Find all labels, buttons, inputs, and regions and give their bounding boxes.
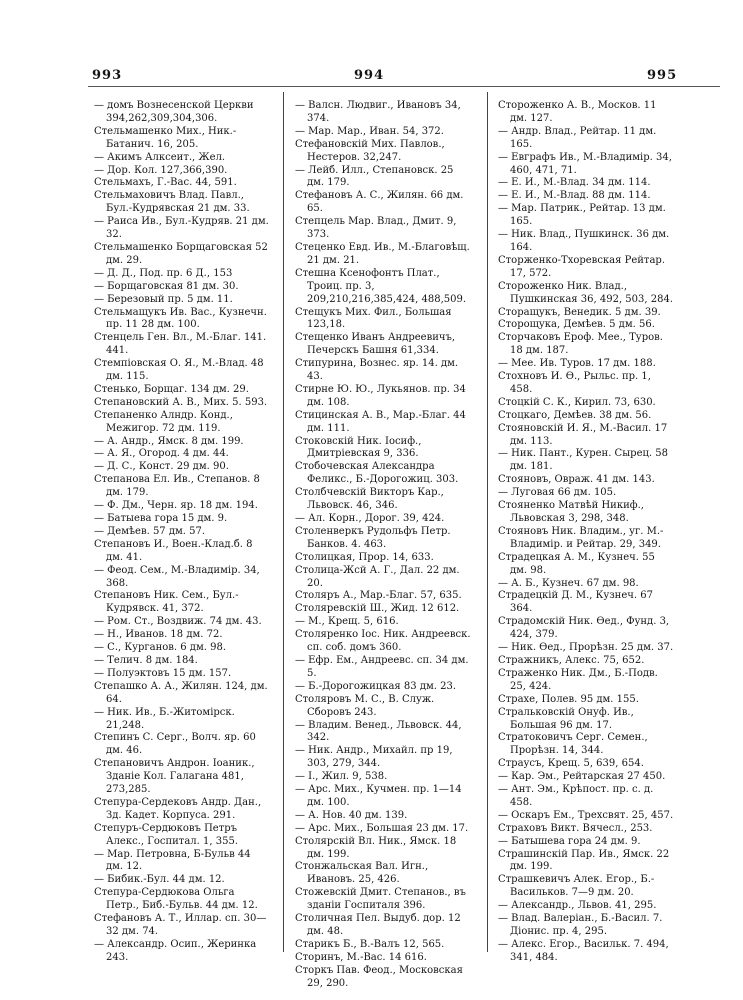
directory-entry: Стенцель Ген. Вл., М.-Благ. 141. 441. xyxy=(94,332,267,357)
directory-entry: Стефановъ А. Т., Иллар. сп. 30—32 дм. 74. xyxy=(94,913,267,937)
directory-entry: Степановский А. В., Мих. 5. 593. xyxy=(94,396,268,408)
directory-entry: Стещенко Иванъ Андреевичъ, Печерскъ Башня 61,334. xyxy=(295,332,456,357)
directory-entry: — Оскаръ Ем., Трехсвят. 25, 457. xyxy=(498,809,674,821)
directory-entry: Сторинъ, М.-Вас. 14 616. xyxy=(295,951,427,963)
page-number-left: 993 xyxy=(92,68,123,83)
directory-entry: — Ант. Эм., Крѣпост. пр. с. д. 458. xyxy=(498,784,654,808)
directory-entry: Стоковскій Ник. Іосиф., Дмитріевская 9, 336. xyxy=(295,435,422,460)
directory-entry: — Мар. Патрик., Рейтар. 13 дм. 165. xyxy=(498,203,666,228)
directory-entry: — Полуэктовъ 15 дм. 157. xyxy=(94,667,232,679)
directory-entry: Сторженко-Тхоревская Рейтар. 17, 572. xyxy=(498,254,666,279)
directory-entry: — Ром. Ст., Воздвиж. 74 дм. 43. xyxy=(94,616,262,628)
directory-entry: Стельмаховичъ Влад. Павл., Бул.-Кудрявская 21 дм. 33. xyxy=(94,190,250,215)
directory-entry: Страхе, Полев. 95 дм. 155. xyxy=(498,693,639,705)
directory-entry: — Влад. Валеріан., Б.-Васил. 7. Діонис. пр. 4, 295. xyxy=(498,913,663,937)
directory-entry: Страусъ, Крещ. 5, 639, 654. xyxy=(498,758,644,770)
directory-entry: Сторощука, Демѣев. 5 дм. 56. xyxy=(498,319,655,331)
directory-entry: — Телич. 8 дм. 184. xyxy=(94,654,198,666)
directory-entry: Стояновъ Ник. Владим., уг. М.-Владимір. и Рейтар. 29, 349. xyxy=(498,525,664,550)
directory-entry: — Ф. Дм., Черн. яр. 18 дм. 194. xyxy=(94,500,258,512)
directory-entry: Стояновскій И. Я., М.-Васил. 17 дм. 113. xyxy=(498,422,668,447)
directory-entry: Степинъ С. Серг., Волч. яр. 60 дм. 46. xyxy=(94,732,256,757)
directory-entry: — Батышева гора 24 дм. 9. xyxy=(498,835,641,847)
directory-entry: Стоцкій С. К., Кирил. 73, 630. xyxy=(498,396,656,408)
directory-entry: Страдецкая А. М., Кузнеч. 55 дм. 98. xyxy=(498,551,655,576)
directory-entry: — домъ Вознесенской Церкви 394,262,309,304,306. xyxy=(94,100,254,124)
directory-entry: — Демѣев. 57 дм. 57. xyxy=(94,525,206,537)
column-divider xyxy=(283,92,284,952)
directory-entry: Стешна Ксенофонтъ Плат., Троиц. пр. 3, 209,210,216,385,424, 488,509. xyxy=(295,267,467,305)
directory-entry: Стохновъ И. Ө., Рыльс. пр. 1, 458. xyxy=(498,371,651,395)
directory-entry: Стояновъ, Овраж. 41 дм. 143. xyxy=(498,474,655,486)
directory-entry: — Бибик.-Бул. 44 дм. 12. xyxy=(94,874,225,886)
directory-column-middle xyxy=(295,100,471,991)
directory-entry: — С., Курганов. 6 дм. 98. xyxy=(94,642,227,654)
directory-entry: Стоцкаго, Демѣев. 38 дм. 56. xyxy=(498,409,652,421)
directory-entry: Столяренко Іос. Ник. Андреевск. сп. соб. домъ 360. xyxy=(295,629,471,654)
directory-entry: — М., Крещ. 5, 616. xyxy=(295,616,399,628)
directory-entry: Страховъ Викт. Вячесл., 253. xyxy=(498,822,653,834)
directory-entry: Страшкевичъ Алек. Егор., Б.-Васильков. 7—9 дм. 20. xyxy=(498,874,655,899)
directory-entry: — Луговая 66 дм. 105. xyxy=(498,487,617,499)
directory-entry: — Мар. Мар., Иван. 54, 372. xyxy=(295,125,444,137)
directory-entry: Старикъ Б., В.-Валъ 12, 565. xyxy=(295,938,445,950)
directory-entry: Столбчевскій Викторъ Кар., Львовск. 46, 346. xyxy=(295,487,444,512)
directory-entry: Стражникъ, Алекс. 75, 652. xyxy=(498,654,645,666)
page-number-center: 994 xyxy=(354,68,385,83)
directory-entry: Столяровъ М. С., В. Служ. Сборовъ 243. xyxy=(295,693,435,718)
directory-entry: — Ник. Андр., Михайл. пр 19, 303, 279, 344. xyxy=(295,745,453,770)
directory-entry: Столенверкъ Рудольфъ Петр. Банков. 4. 463. xyxy=(295,525,451,550)
directory-entry: Сторчаковъ Ероф. Мее., Туров. 18 дм. 187. xyxy=(498,332,663,357)
directory-entry: Стельмахъ, Г.-Вас. 44, 591. xyxy=(94,177,237,189)
directory-entry: Стральковскій Онуф. Ив., Большая 96 дм. 17. xyxy=(498,706,634,731)
directory-entry: Стенько, Борщаг. 134 дм. 29. xyxy=(94,383,249,395)
directory-entry: — Ник. Ив., Б.-Житомірск. 21,248. xyxy=(94,706,235,731)
directory-entry: — Ник. Өед., Прорѣзн. 25 дм. 37. xyxy=(498,642,674,654)
directory-entry: — Мар. Петровна, Б-Бульв 44 дм. 12. xyxy=(94,848,251,873)
directory-entry: — Ник. Влад., Пушкинск. 36 дм. 164. xyxy=(498,229,670,253)
directory-entry: — А. Нов. 40 дм. 139. xyxy=(295,809,408,821)
directory-entry: — Алекс. Егор., Васильк. 7. 494, 341, 484. xyxy=(498,938,669,963)
directory-entry: Сторащукъ, Венедик. 5 дм. 39. xyxy=(498,306,661,318)
directory-entry: Страшинскій Пар. Ив., Ямск. 22 дм. 199. xyxy=(498,848,670,873)
directory-entry: — Александр., Львов. 41, 295. xyxy=(498,900,657,912)
page-number-right: 995 xyxy=(647,68,678,83)
directory-entry: — І., Жил. 9, 538. xyxy=(295,771,388,783)
directory-entry: — А. Я., Огород. 4 дм. 44. xyxy=(94,448,229,460)
directory-entry: Степуръ-Сердюковъ Петръ Алекс., Госпитал. 1, 355. xyxy=(94,822,238,847)
directory-entry: — Лейб. Илл., Степановск. 25 дм. 179. xyxy=(295,164,454,189)
directory-entry: — Раиса Ив., Бул.-Кудряв. 21 дм. 32. xyxy=(94,216,269,241)
directory-entry: — Борщаговская 81 дм. 30. xyxy=(94,280,239,292)
directory-entry: Сторкъ Пав. Феод., Московская 29, 290. xyxy=(295,964,463,989)
directory-entry: Стельмашенко Борщаговская 52 дм. 29. xyxy=(94,241,268,266)
directory-entry: — Ал. Корн., Дорог. 39, 424. xyxy=(295,513,445,524)
directory-entry: — Арс. Мих., Кучмен. пр. 1—14 дм. 100. xyxy=(295,784,462,808)
header-rule xyxy=(88,86,720,87)
directory-entry: Столицкая, Прор. 14, 633. xyxy=(295,551,434,563)
directory-entry: Стельмащукъ Ив. Вас., Кузнечн. пр. 11 28 дм. 100. xyxy=(94,306,267,331)
directory-entry: — Б.-Дорогожицкая 83 дм. 23. xyxy=(295,680,457,692)
directory-entry: Страженко Ник. Дм., Б.-Подв. 25, 424. xyxy=(498,667,658,692)
directory-entry: Столица-Жсй А. Г., Дал. 22 дм. 20. xyxy=(295,564,460,589)
directory-entry: Страдецкій Д. М., Кузнеч. 67 364. xyxy=(498,590,653,615)
directory-entry: Столярскій Вл. Ник., Ямск. 18 дм. 199. xyxy=(295,835,457,860)
directory-column-right xyxy=(498,100,674,965)
directory-entry: Стобочевская Александра Феликс., Б.-Дорогожиц. 303. xyxy=(295,461,459,486)
directory-entry: Степцель Мар. Влад., Дмит. 9, 373. xyxy=(295,216,457,241)
directory-entry: — Дор. Кол. 127,366,390. xyxy=(94,164,228,176)
directory-column-left xyxy=(94,100,270,965)
directory-entry: — Ефр. Ем., Андреевс. сп. 34 дм. 5. xyxy=(295,654,469,679)
directory-entry: — Батыева гора 15 дм. 9. xyxy=(94,513,228,524)
directory-entry: Стонжальская Вал. Игн., Ивановъ. 25, 426. xyxy=(295,861,429,886)
directory-entry: Страдомскій Ник. Өед., Фунд. 3, 424, 379. xyxy=(498,616,670,641)
directory-entry: — Е. И., М.-Влад. 88 дм. 114. xyxy=(498,190,651,202)
directory-entry: Стояненко Матвѣй Никиф., Львовская 3, 298, 348. xyxy=(498,500,644,524)
directory-entry: Столяревскій Ш., Жид. 12 612. xyxy=(295,603,460,615)
directory-entry: Степанова Ел. Ив., Степанов. 8 дм. 179. xyxy=(94,474,260,499)
directory-entry: Столяръ А., Мар.-Благ. 57, 635. xyxy=(295,590,462,602)
directory-entry: Степура-Сердюкова Ольга Петр., Биб.-Бульв. 44 дм. 12. xyxy=(94,887,258,912)
directory-entry: Стемпіовская О. Я., М.-Влад. 48 дм. 115. xyxy=(94,358,264,383)
directory-entry: Стеценко Евд. Ив., М.-Благовѣщ. 21 дм. 21. xyxy=(295,241,470,266)
directory-entry: — Березовый пр. 5 дм. 11. xyxy=(94,293,233,305)
directory-entry: Степановъ Ник. Сем., Бул.-Кудрявск. 41, 372. xyxy=(94,590,239,615)
directory-entry: — Владим. Венед., Львовск. 44, 342. xyxy=(295,719,462,744)
directory-entry: — Арс. Мих., Большая 23 дм. 17. xyxy=(295,822,469,834)
directory-entry: Стефановскій Мих. Павлов., Нестеров. 32,247. xyxy=(295,138,445,163)
directory-entry: Стороженко Ник. Влад., Пушкинская 36, 492, 503, 284. xyxy=(498,280,674,305)
directory-entry: Степановичъ Андрон. Іоаник., Зданіе Кол. Галагана 481, 273,285. xyxy=(94,758,255,796)
directory-entry: — Акимъ Алксеит., Жел. xyxy=(94,151,226,163)
directory-entry: Стефановъ А. С., Жилян. 66 дм. 65. xyxy=(295,190,464,215)
directory-entry: — Д. С., Конст. 29 дм. 90. xyxy=(94,461,229,473)
directory-entry: — А. Андр., Ямск. 8 дм. 199. xyxy=(94,435,244,447)
directory-entry: — Кар. Эм., Рейтарская 27 450. xyxy=(498,771,666,783)
directory-entry: Стипурина, Вознес. яр. 14. дм. 43. xyxy=(295,358,459,383)
directory-entry: — Н., Иванов. 18 дм. 72. xyxy=(94,629,223,641)
directory-entry: Стельмашенко Мих., Ник.-Батанич. 16, 205. xyxy=(94,125,237,150)
directory-entry: Стицинская А. В., Мар.-Благ. 44 дм. 111. xyxy=(295,409,466,434)
directory-entry: Степашко А. А., Жилян. 124, дм. 64. xyxy=(94,680,268,705)
directory-entry: Стратоковичъ Серг. Семен., Прорѣзн. 14, 344. xyxy=(498,732,648,757)
directory-entry: Стожевскій Дмит. Степанов., въ зданіи Госпиталя 396. xyxy=(295,887,466,912)
directory-entry: — Александр. Осип., Жеринка 243. xyxy=(94,938,257,963)
directory-entry: Степаненко Алндр. Конд., Межигор. 72 дм. 119. xyxy=(94,409,233,434)
directory-entry: — А. Б., Кузнеч. 67 дм. 98. xyxy=(498,577,639,589)
directory-entry: — Д. Д., Под. пр. 6 Д., 153 xyxy=(94,267,233,279)
directory-entry: Степура-Сердековъ Андр. Дан., Зд. Кадет. Корпуса. 291. xyxy=(94,796,262,821)
directory-entry: Столичная Пел. Выдуб. дор. 12 дм. 48. xyxy=(295,913,461,937)
directory-entry: — Мее. Ив. Туров. 17 дм. 188. xyxy=(498,358,656,370)
column-divider xyxy=(487,92,488,952)
directory-entry: — Е. И., М.-Влад. 34 дм. 114. xyxy=(498,177,651,189)
directory-entry: Стирне Ю. Ю., Лукьянов. пр. 34 дм. 108. xyxy=(295,383,466,408)
directory-entry: Стороженко А. В., Москов. 11 дм. 127. xyxy=(498,100,657,124)
directory-entry: Степановъ И., Воен.-Клад.б. 8 дм. 41. xyxy=(94,538,253,563)
directory-entry: — Феод. Сем., М.-Владимір. 34, 368. xyxy=(94,564,260,589)
directory-entry: — Ник. Пант., Курен. Сырец. 58 дм. 181. xyxy=(498,448,668,473)
directory-entry: — Валсн. Людвиг., Ивановъ 34, 374. xyxy=(295,100,461,124)
directory-entry: — Евграфъ Ив., М.-Владимір. 34, 460, 471, 71. xyxy=(498,151,672,176)
directory-entry: — Андр. Влад., Рейтар. 11 дм. 165. xyxy=(498,125,657,150)
directory-entry: Стещукъ Мих. Фил., Большая 123,18. xyxy=(295,306,452,331)
